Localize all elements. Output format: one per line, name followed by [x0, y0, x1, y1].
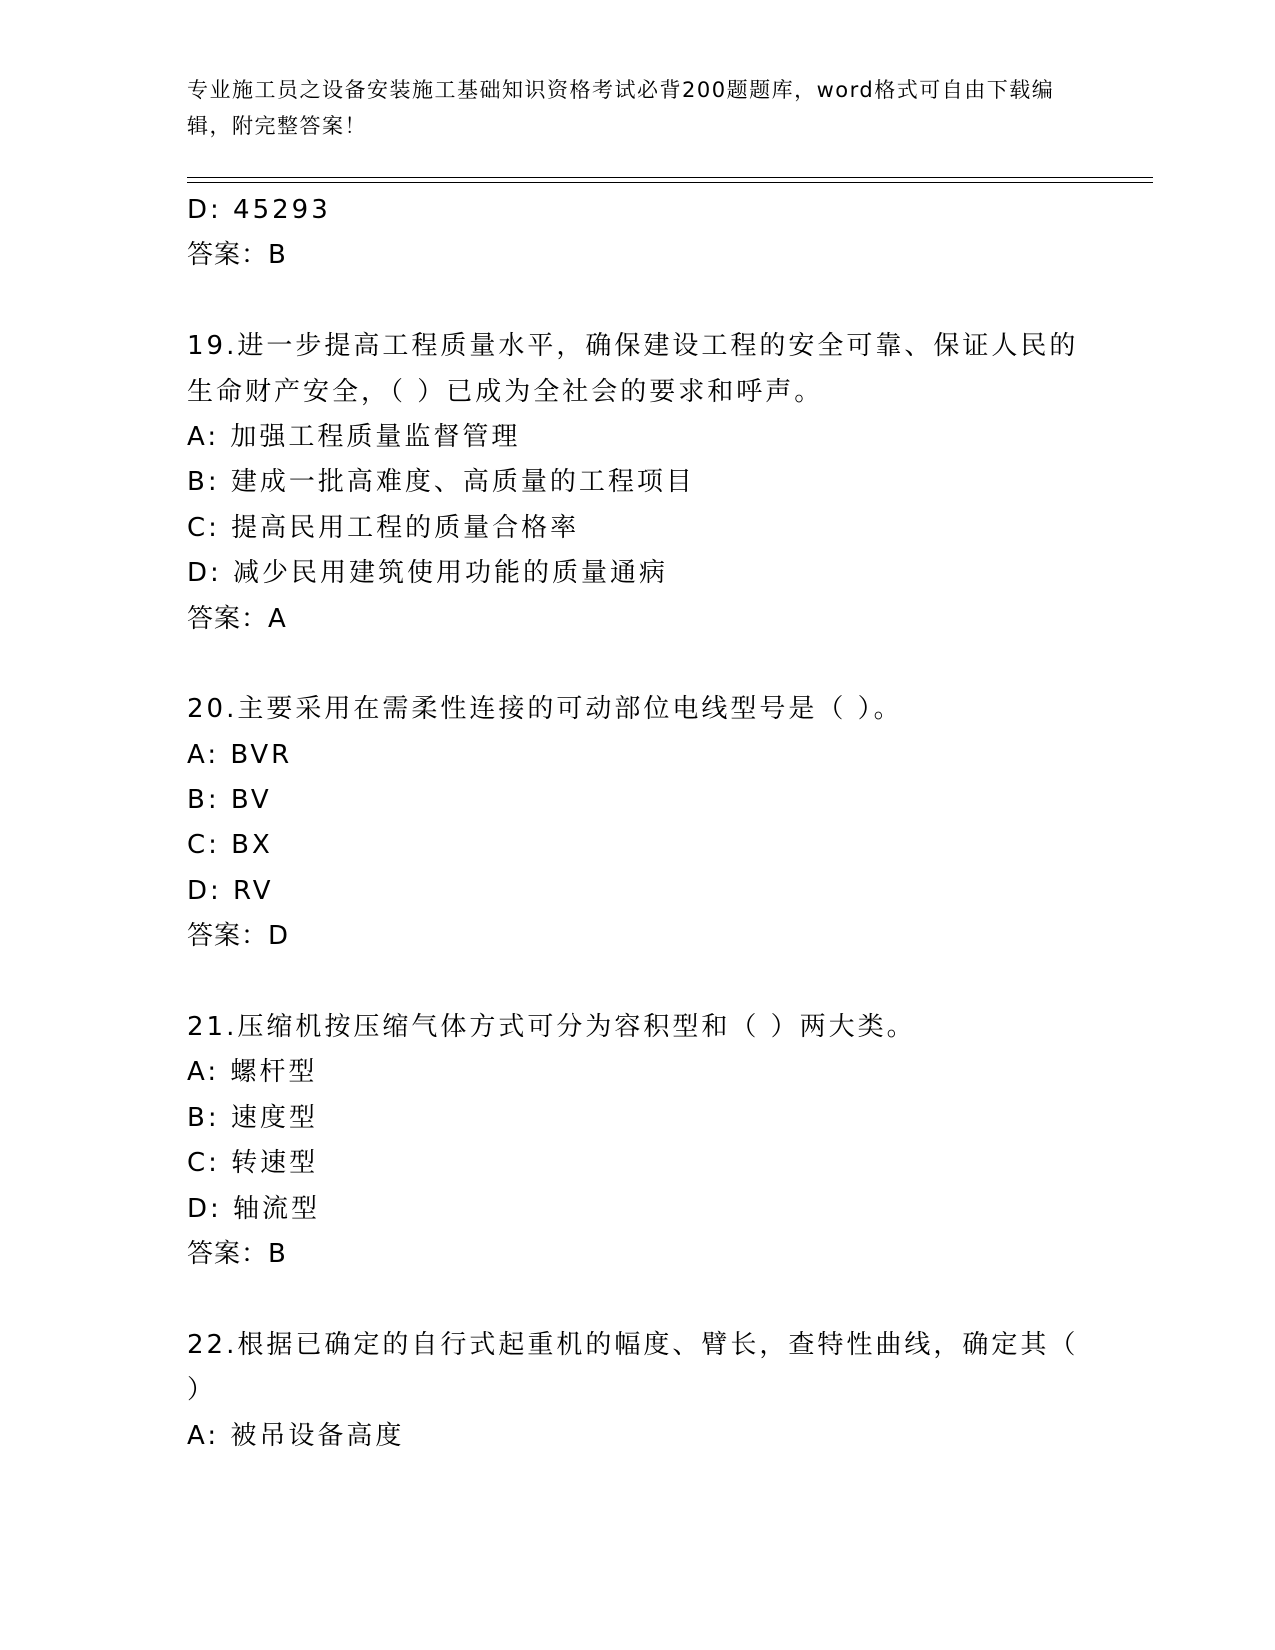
option-line: A: 螺杆型 — [187, 1057, 318, 1088]
option-line: A: 被吊设备高度 — [187, 1420, 405, 1451]
question-content — [187, 188, 1087, 1459]
header-rule-top — [187, 177, 1153, 178]
option-line: D: 轴流型 — [187, 1193, 321, 1224]
spacer — [187, 279, 1087, 324]
option-line: B: 速度型 — [187, 1102, 318, 1133]
answer-line: 答案：B — [187, 1238, 287, 1269]
option-line: B: 建成一批高难度、高质量的工程项目 — [187, 467, 695, 498]
question-text: 20.主要采用在需柔性连接的可动部位电线型号是（ ）。 — [187, 694, 903, 725]
header-rule-bottom — [187, 182, 1153, 183]
spacer — [187, 642, 1087, 687]
question-text: 22.根据已确定的自行式起重机的幅度、臂长，查特性曲线，确定其（ — [187, 1329, 1079, 1360]
option-line: A: BVR — [187, 739, 293, 770]
spacer — [187, 1277, 1087, 1322]
page-header: 专业施工员之设备安装施工基础知识资格考试必背200题题库，word格式可自由下载编辑，附完整答案！ — [187, 78, 1055, 138]
question-text: 19.进一步提高工程质量水平，确保建设工程的安全可靠、保证人民的 — [187, 331, 1079, 362]
option-line: B: BV — [187, 785, 272, 816]
answer-line: 答案：D — [187, 921, 290, 952]
option-line: C: 转速型 — [187, 1148, 319, 1179]
question-text: ） — [187, 1375, 217, 1406]
question-text: 生命财产安全，（ ）已成为全社会的要求和呼声。 — [187, 376, 824, 407]
option-line: C: 提高民用工程的质量合格率 — [187, 512, 580, 543]
option-line: D: 减少民用建筑使用功能的质量通病 — [187, 558, 669, 589]
option-line: D: RV — [187, 875, 274, 906]
answer-line: 答案：B — [187, 240, 287, 271]
option-line: C: BX — [187, 830, 273, 861]
option-line: D: 45293 — [187, 195, 331, 225]
question-text: 21.压缩机按压缩气体方式可分为容积型和（ ）两大类。 — [187, 1012, 916, 1043]
spacer — [187, 960, 1087, 1005]
option-line: A: 加强工程质量监督管理 — [187, 421, 521, 452]
answer-line: 答案：A — [187, 603, 287, 634]
